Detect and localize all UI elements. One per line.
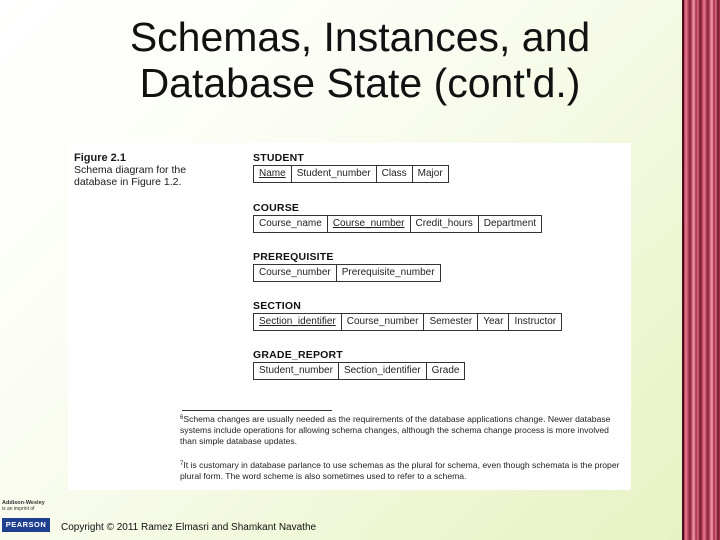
attribute-cell: Grade [431, 365, 460, 376]
attribute-row [253, 264, 441, 282]
footnote-text: Schema changes are usually needed as the requirements of the database applications change. Newer database systems include operations for allowing schema changes, although the schema change process is more involved than simple database updates. [180, 414, 611, 446]
publisher-name: Addison-Wesley [2, 500, 45, 506]
attribute-cell: Student_number [254, 363, 339, 379]
title-line-1: Schemas, Instances, and [129, 14, 591, 60]
relation-name: STUDENT [253, 152, 304, 164]
attribute-cell: Department [483, 218, 537, 229]
attribute-cell: Course_number [328, 216, 411, 232]
attribute-cell: Year [478, 314, 509, 330]
footnote-marker: 7 [180, 461, 184, 467]
attribute-cell: Major [417, 168, 443, 179]
caption-line-2: database in Figure 1.2. [74, 176, 182, 188]
relation-name: GRADE_REPORT [253, 349, 343, 361]
footnote-7 [180, 460, 620, 482]
attribute-cell: Semester [424, 314, 478, 330]
footnote-marker: 6 [180, 415, 184, 421]
attribute-cell: Student_number [292, 166, 377, 182]
relation-course [253, 202, 542, 233]
footnote-6 [180, 414, 620, 447]
attribute-cell: Class [377, 166, 413, 182]
publisher-imprint [2, 500, 52, 512]
title-line-2: Database State (cont'd.) [139, 60, 581, 106]
attribute-cell: Instructor [514, 316, 557, 327]
attribute-row [253, 362, 465, 380]
relation-name: PREREQUISITE [253, 251, 334, 263]
copyright-notice: Copyright © 2011 Ramez Elmasri and Shamkant Navathe [61, 522, 317, 533]
decorative-side-bar [682, 0, 720, 540]
relation-student [253, 152, 449, 183]
attribute-cell: Section_identifier [339, 363, 427, 379]
footnote-text: It is customary in database parlance to use schemas as the plural for schema, even though schemata is the proper plural form. The word scheme is also sometimes used to refer to a schema. [180, 460, 620, 481]
attribute-row [253, 215, 542, 233]
pearson-logo: PEARSON [2, 518, 50, 532]
attribute-cell: Course_number [342, 314, 425, 330]
attribute-cell: Section_identifier [254, 314, 342, 330]
figure-caption [74, 152, 224, 188]
attribute-cell: Course_name [254, 216, 328, 232]
attribute-cell: Course_number [254, 265, 337, 281]
publisher-imprint-text: is an imprint of [2, 506, 35, 512]
attribute-row [253, 165, 449, 183]
relation-prerequisite [253, 251, 441, 282]
footnote-divider [182, 410, 332, 411]
relation-grade-report [253, 349, 465, 380]
attribute-cell: Name [254, 166, 292, 182]
relation-section [253, 300, 562, 331]
relation-name: SECTION [253, 300, 302, 312]
relation-name: COURSE [253, 202, 300, 214]
attribute-cell: Credit_hours [411, 216, 479, 232]
figure-number: Figure 2.1 [74, 152, 126, 164]
caption-line-1: Schema diagram for the [74, 164, 187, 176]
attribute-cell: Prerequisite_number [341, 267, 435, 278]
attribute-row [253, 313, 562, 331]
slide-title [60, 14, 660, 106]
schema-figure [68, 143, 631, 490]
